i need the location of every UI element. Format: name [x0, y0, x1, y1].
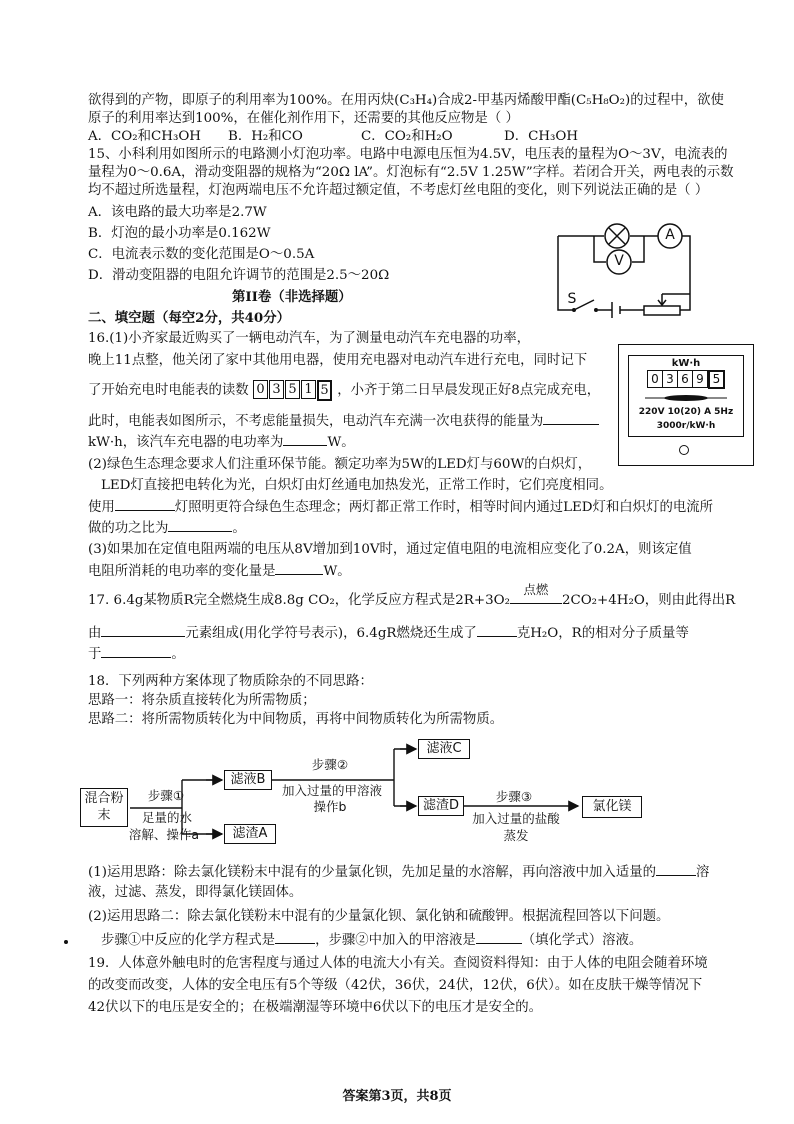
q16-part2-line2: LED灯直接把电转化为光，白炽灯由灯丝通电加热发光，正常工作时，它们亮度相同。 — [101, 478, 613, 493]
flow-box-mix: 混合粉末 — [80, 788, 128, 827]
q19-line3: 42伏以下的电压是安全的；在极端潮湿等环境中6伏以下的电压才是安全的。 — [88, 1000, 543, 1015]
q16-line2: 晚上11点整，他关闭了家中其他用电器，使用充电器对电动汽车进行充电，同时记下 — [88, 353, 588, 368]
q18-text: 步骤①中反应的化学方程式是 — [101, 933, 276, 948]
fill-in-heading: 二、填空题（每空2分，共40分） — [88, 310, 291, 326]
use-text: 使用 — [88, 500, 115, 515]
meter-digit: 0 — [647, 370, 663, 388]
q15-stem-line3: 均不超过所选量程，灯泡两端电压不允许超过额定值，不考虑灯丝电阻的变化，则下列说法正确的是（ ） — [88, 183, 709, 198]
q15-option-c: C．电流表示数的变化范围是O～0.5A — [88, 247, 315, 262]
q14-stem-line2: 原子的利用率达到100%，在催化剂作用下，还需要的其他反应物是（ ） — [88, 111, 519, 126]
q14-option-c: C．CO₂和H₂O — [361, 129, 453, 144]
q17-text: 于 — [88, 647, 102, 662]
unit-text: W。 — [327, 435, 355, 450]
q15-stem-line1: 15、小科利用如图所示的电路测小灯泡功率。电路中电源电压恒为4.5V，电压表的量程为O～3V，电流表的 — [88, 147, 728, 162]
start-digit: 5 — [285, 380, 300, 399]
meter-digit: 6 — [678, 370, 693, 388]
flow-box-residue-d: 滤渣D — [418, 796, 464, 816]
q14-option-b: B．H₂和CO — [228, 129, 303, 144]
period: 。 — [232, 521, 246, 536]
meter-digit-decimal: 5 — [708, 370, 725, 389]
q17-text: 元素组成(用化学符号表示)，6.4gR燃烧还生成了 — [185, 626, 477, 641]
switch-label: S — [567, 291, 577, 307]
q16-part3-line1: (3)如果加在定值电阻两端的电压从8V增加到10V时，通过定值电阻的电流相应变化了0.2A，则该定值 — [88, 542, 692, 557]
q17-equation-left: 17. 6.4g某物质R完全燃烧生成8.8g CO₂，化学反应方程式是2R+3O₂ — [88, 593, 510, 608]
step1-reagent: 足量的水 — [141, 810, 192, 825]
q19-line1: 19．人体意外触电时的危害程度与通过人体的电流大小有关。查阅资料得知：由于人体的电阻会随着环境 — [88, 956, 708, 971]
q18-idea1: 思路一：将杂质直接转化为所需物质； — [88, 693, 316, 708]
q16-part2-line1: (2)绿色生态理念要求人们注重环保节能。额定功率为5W的LED灯与60W的白炽灯， — [88, 457, 592, 472]
flow-box-residue-a: 滤渣A — [224, 824, 276, 844]
q16-power-text: kW·h，该汽车充电器的电功率为 — [88, 435, 284, 450]
ammeter-label: A — [665, 227, 675, 243]
led-text: 灯照明更符合绿色生态理念；两灯都正常工作时，相等时间内通过LED灯和白炽灯的电流所 — [174, 500, 714, 515]
q17-equation-right: 2CO₂+4H₂O，则由此得出R — [561, 593, 736, 608]
flow-box-filtrate-c: 滤液C — [418, 739, 470, 759]
q16-line1: 16.(1)小齐家最近购买了一辆电动汽车，为了测量电动汽车充电器的功率， — [88, 331, 530, 346]
q18-text: (1)运用思路：除去氯化镁粉末中混有的少量氯化钡，先加足量的水溶解，再向溶液中加入适量的 — [88, 865, 656, 880]
meter-rating: 220V 10(20) A 5Hz — [638, 407, 734, 417]
step3-operation: 蒸发 — [503, 828, 529, 843]
meter-constant: 3000r/kW·h — [656, 421, 716, 431]
q19-line2: 的改变而改变，人体的安全电压有5个等级（42伏，36伏，24伏，12伏，6伏）。如在皮肤干燥等情况下 — [88, 978, 703, 993]
q16-line3-rest: ，小齐于第二日早晨发现正好8点完成充电， — [337, 383, 601, 398]
ratio-text: 做的功之比为 — [88, 521, 169, 536]
step2-label: 步骤② — [311, 757, 349, 772]
step2-operation: 操作b — [313, 799, 347, 814]
flow-box-filtrate-b: 滤液B — [224, 770, 272, 790]
step3-label: 步骤③ — [495, 789, 533, 804]
q18-part1-line2: 液，过滤、蒸发，即得氯化镁固体。 — [88, 885, 303, 900]
q16-energy-text: 此时，电能表如图所示，不考虑能量损失，电动汽车充满一次电获得的能量为 — [88, 414, 544, 429]
start-digit: 3 — [269, 380, 284, 399]
step1-operation: 溶解、操作a — [128, 827, 200, 842]
q15-stem-line2: 量程为0～0.6A，滑动变阻器的规格为“20Ω lA”。灯泡标有“2.5V 1.25W”字样。若闭合开关，两电表的示数 — [88, 165, 734, 180]
meter-digit: 3 — [663, 370, 678, 388]
page-footer: 答案第3页，共8页 — [342, 1089, 452, 1104]
q15-option-d: D．滑动变阻器的电阻允许调节的范围是2.5～20Ω — [88, 268, 390, 283]
q17-text: 克H₂O，R的相对分子质量等 — [516, 626, 689, 641]
flow-box-product: 氯化镁 — [582, 796, 642, 818]
step3-reagent: 加入过量的盐酸 — [472, 811, 560, 826]
start-digit: 0 — [253, 380, 268, 399]
meter-unit: kW·h — [671, 358, 701, 369]
q14-option-d: D．CH₃OH — [504, 129, 579, 144]
q16-start-reading-text: 了开始充电时电能表的读数 — [88, 383, 249, 398]
q15-option-a: A．该电路的最大功率是2.7W — [88, 205, 267, 220]
step2-reagent: 加入过量的甲溶液 — [281, 783, 382, 798]
power-change-text: 电阻所消耗的电功率的变化量是 — [88, 564, 276, 579]
meter-digit: 9 — [693, 370, 708, 388]
start-digit: 1 — [301, 380, 316, 399]
q14-stem-line1: 欲得到的产物，即原子的利用率为100%。在用丙炔(C₃H₄)合成2-甲基丙烯酸甲酯(C₅H₈O₂)的过程中，欲使 — [88, 93, 724, 108]
q18-text: （填化学式）溶液。 — [521, 933, 643, 948]
unit-text: W。 — [323, 564, 351, 579]
step1-label: 步骤① — [147, 788, 185, 803]
start-digit-decimal: 5 — [317, 380, 332, 401]
q18-line1: 18．下列两种方案体现了物质除杂的不同思路： — [88, 674, 373, 689]
q18-part2-line1: (2)运用思路二：除去氯化镁粉末中混有的少量氯化钡、氯化钠和硫酸钾。根据流程回答以下问题。 — [88, 909, 670, 924]
q18-text: ，步骤②中加入的甲溶液是 — [315, 933, 476, 948]
q17-text: 由 — [88, 626, 102, 641]
voltmeter-label: V — [614, 253, 624, 269]
period: 。 — [171, 647, 185, 662]
q18-idea2: 思路二：将所需物质转化为中间物质，再将中间物质转化为所需物质。 — [88, 712, 504, 727]
q18-text: 溶 — [695, 865, 710, 880]
q14-option-a: A．CO₂和CH₃OH — [88, 129, 201, 144]
section-title: 第II卷（非选择题） — [232, 289, 352, 305]
condition-label: 点燃 — [523, 582, 549, 597]
q15-option-b: B．灯泡的最小功率是0.162W — [88, 226, 271, 241]
